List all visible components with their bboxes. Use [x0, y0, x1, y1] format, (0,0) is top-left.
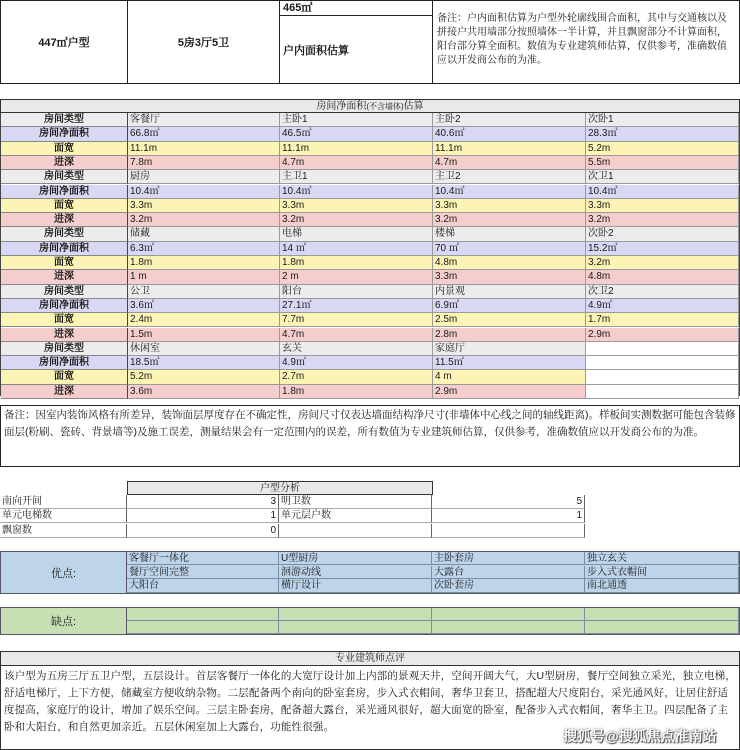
row-label-net-area: 房间净面积	[1, 356, 128, 370]
row-label-net-area: 房间净面积	[1, 127, 128, 141]
room-row-width	[1, 256, 740, 270]
row-label-net-area: 房间净面积	[1, 299, 128, 313]
pro-item: 南北通透	[585, 579, 739, 592]
row-label-depth: 进深	[1, 385, 128, 399]
row-label-room-type: 房间类型	[1, 113, 128, 127]
analysis-value: 1	[432, 509, 585, 523]
room-area-title-note: (不含墙体)	[366, 102, 404, 111]
analysis-label	[279, 524, 432, 538]
row-label-net-area: 房间净面积	[1, 242, 128, 256]
room-cell-room-type: 阳台	[280, 285, 433, 299]
room-cell-depth: 2.8m	[433, 328, 586, 342]
room-cell-depth: 4.8m	[586, 270, 739, 284]
room-cell-room-type: 家庭厅	[433, 342, 586, 356]
room-cell-width: 11.1m	[128, 142, 280, 156]
room-cell-room-type: 主卫2	[433, 170, 586, 184]
room-cell-net-area: 4.9㎡	[280, 356, 433, 370]
pros-label: 优点:	[1, 552, 127, 593]
pro-item: 大露台	[432, 566, 585, 579]
con-item-empty	[127, 608, 279, 621]
pro-item: 大阳台	[127, 579, 279, 592]
room-row-room-type	[1, 285, 740, 299]
room-cell-room-type: 内景观	[433, 285, 586, 299]
row-label-room-type: 房间类型	[1, 227, 128, 241]
room-cell-width: 3.3m	[586, 199, 739, 213]
room-cell-width: 4 m	[433, 370, 586, 384]
room-cell-net-area: 6.3㎡	[128, 242, 280, 256]
row-label-room-type: 房间类型	[1, 285, 128, 299]
room-cell-net-area: 28.3㎡	[586, 127, 739, 141]
room-cell-width: 3.2m	[586, 256, 739, 270]
con-item-empty	[585, 621, 739, 634]
room-cell-room-type: 储藏	[128, 227, 280, 241]
room-cell-depth: 1.8m	[280, 385, 433, 399]
empty-cell	[586, 356, 739, 370]
room-cell-width: 1.8m	[280, 256, 433, 270]
room-cell-room-type: 次卫2	[586, 285, 739, 299]
analysis-value	[432, 524, 585, 538]
room-cell-room-type: 主卧2	[433, 113, 586, 127]
room-cell-depth: 4.7m	[280, 328, 433, 342]
room-layout: 5房3厅5卫	[177, 37, 230, 49]
analysis-value: 0	[127, 524, 279, 538]
room-cell-width: 3.3m	[280, 199, 433, 213]
room-cell-width: 3.3m	[433, 199, 586, 213]
room-row-depth	[1, 328, 740, 342]
layout-analysis-table	[0, 495, 740, 538]
row-label-net-area: 房间净面积	[1, 185, 128, 199]
room-area-title-main: 房间净面积	[316, 101, 367, 112]
room-cell-width: 3.3m	[128, 199, 280, 213]
room-cell-room-type: 玄关	[280, 342, 433, 356]
room-cell-depth: 3.2m	[128, 213, 280, 227]
room-cell-net-area: 70 ㎡	[433, 242, 586, 256]
analysis-label: 南向开间	[0, 495, 127, 509]
row-label-width: 面宽	[1, 142, 128, 156]
room-row-width	[1, 199, 740, 213]
room-cell-room-type: 客餐厅	[128, 113, 280, 127]
room-cell-net-area: 46.5㎡	[280, 127, 433, 141]
pro-item: 次卧套房	[432, 579, 585, 592]
room-cell-net-area: 11.5㎡	[433, 356, 586, 370]
room-cell-width: 7.7m	[280, 313, 433, 327]
row-label-room-type: 房间类型	[1, 170, 128, 184]
unit-type: 447㎡户型	[38, 37, 90, 49]
room-cell-depth: 2.9m	[586, 328, 739, 342]
empty-cell	[586, 385, 739, 399]
pro-item: 客餐厅一体化	[127, 552, 279, 565]
room-area-table	[0, 113, 740, 396]
room-cell-room-type: 次卫1	[586, 170, 739, 184]
empty-cell	[586, 370, 739, 384]
con-item-empty	[279, 608, 432, 621]
empty-cell	[586, 342, 739, 356]
room-cell-room-type: 电梯	[280, 227, 433, 241]
analysis-label: 单元层户数	[279, 509, 432, 523]
room-cell-width: 11.1m	[280, 142, 433, 156]
room-cell-depth: 2 m	[280, 270, 433, 284]
row-label-depth: 进深	[1, 270, 128, 284]
interior-area-value: 465㎡	[283, 2, 313, 14]
room-cell-width: 2.4m	[128, 313, 280, 327]
room-cell-depth: 7.8m	[128, 156, 280, 170]
pro-item: 横厅设计	[279, 579, 432, 592]
area-estimate-note: 备注：户内面积估算为户型外轮廓线围合面积，其中与交通核以及拼接户共用墙部分按照墙体一半计算，并且飘窗部分不计算面积，阳台部分算全面积。数值为专业建筑师估算，仅供参考，准确数值应以开发商公布的为准。	[437, 13, 727, 66]
con-item-empty	[585, 608, 739, 621]
room-cell-depth: 2.9m	[433, 385, 586, 399]
cons-label: 缺点:	[1, 608, 127, 634]
room-cell-room-type: 休闲室	[128, 342, 280, 356]
con-item-empty	[279, 621, 432, 634]
pro-item: 餐厅空间完整	[127, 566, 279, 579]
con-item-empty	[432, 621, 585, 634]
room-row-net-area	[1, 242, 740, 256]
room-cell-depth: 4.7m	[280, 156, 433, 170]
analysis-label: 单元电梯数	[0, 509, 127, 523]
room-cell-net-area: 66.8㎡	[128, 127, 280, 141]
analysis-label: 飘窗数	[0, 524, 127, 538]
architect-comment-title: 专业建筑师点评	[0, 651, 740, 666]
room-cell-room-type: 主卫1	[280, 170, 433, 184]
row-label-width: 面宽	[1, 370, 128, 384]
room-cell-net-area: 10.4㎡	[586, 185, 739, 199]
room-area-title-suffix: 估算	[403, 101, 424, 112]
pros-grid	[127, 552, 739, 593]
pro-item: U型厨房	[279, 552, 432, 565]
room-cell-depth: 3.2m	[280, 213, 433, 227]
room-cell-width: 5.2m	[586, 142, 739, 156]
row-label-depth: 进深	[1, 156, 128, 170]
room-cell-net-area: 4.9㎡	[586, 299, 739, 313]
row-label-width: 面宽	[1, 313, 128, 327]
room-cell-room-type: 公卫	[128, 285, 280, 299]
room-cell-depth: 1.5m	[128, 328, 280, 342]
room-row-width	[1, 370, 740, 384]
room-row-room-type	[1, 170, 740, 184]
room-cell-depth: 4.7m	[433, 156, 586, 170]
room-cell-width: 1.8m	[128, 256, 280, 270]
interior-area-label: 户内面积估算	[283, 44, 349, 57]
room-cell-room-type: 次卧1	[586, 113, 739, 127]
room-cell-width: 11.1m	[433, 142, 586, 156]
room-cell-room-type: 次卧2	[586, 227, 739, 241]
pro-item: 步入式衣帽间	[585, 566, 739, 579]
room-cell-room-type: 楼梯	[433, 227, 586, 241]
analysis-label: 明卫数	[279, 495, 432, 509]
watermark-text: 搜狐号@搜狐焦点淮南站	[563, 728, 717, 744]
room-row-depth	[1, 385, 740, 399]
room-cell-net-area: 18.5㎡	[128, 356, 280, 370]
analysis-value: 3	[127, 495, 279, 509]
room-cell-net-area: 3.6㎡	[128, 299, 280, 313]
pro-item: 洄游动线	[279, 566, 432, 579]
room-dimension-note: 备注：因室内装饰风格有所差异，装饰面层厚度存在不确定性，房间尺寸仅表达墙面结构净尺寸(非墙体中心线之间的轴线距离)。样板间实测数据可能包含装修面层(粉刷、瓷砖、背景墙等)及施工误差，测量结果会有一定范围内的误差，所有数值为专业建筑师估算，仅供参考，准确数值应以开发商公布的为准。	[0, 405, 740, 467]
room-cell-net-area: 15.2㎡	[586, 242, 739, 256]
con-item-empty	[127, 621, 279, 634]
room-cell-depth: 5.5m	[586, 156, 739, 170]
con-item-empty	[432, 608, 585, 621]
room-row-net-area	[1, 299, 740, 313]
room-cell-width: 1.7m	[586, 313, 739, 327]
room-cell-net-area: 14 ㎡	[280, 242, 433, 256]
room-cell-net-area: 6.9㎡	[433, 299, 586, 313]
room-row-net-area	[1, 185, 740, 199]
room-cell-depth: 3.2m	[433, 213, 586, 227]
analysis-value: 5	[432, 495, 585, 509]
room-cell-depth: 1 m	[128, 270, 280, 284]
room-area-section-title	[0, 99, 740, 113]
room-row-width	[1, 142, 740, 156]
room-row-net-area	[1, 127, 740, 141]
room-cell-room-type: 主卧1	[280, 113, 433, 127]
room-cell-depth: 3.6m	[128, 385, 280, 399]
room-cell-width: 5.2m	[128, 370, 280, 384]
room-row-room-type	[1, 113, 740, 127]
layout-analysis-title: 户型分析	[127, 481, 433, 495]
room-cell-depth: 3.2m	[586, 213, 739, 227]
analysis-value: 1	[127, 509, 279, 523]
cons-grid	[127, 608, 739, 634]
room-cell-width: 2.7m	[280, 370, 433, 384]
room-cell-net-area: 10.4㎡	[433, 185, 586, 199]
room-row-net-area	[1, 356, 740, 370]
architect-comment-text: 该户型为五房三厅五卫户型，五层设计。首层客餐厅一体化的大宽厅设计加上内部的景观天井，空间开阔大气，大U型厨房，餐厅空间独立采光，独立电梯，舒适电梯厅，上下方便，储藏室方便收纳杂物。二层配备两个南向的卧室套房，步入式衣帽间，奢华卫套卫，搭配超大尺度阳台，采光通风好，让居住舒适度提高，家庭厅的设计，增加了娱乐空间。三层主卧套房，配备超大露台，采光通风很好，超大面宽的卧室，配备步入式衣帽间，奢华主卫。四层配备了主卧和大阳台，和自然更加亲近。五层休闲室加上大露台，功能性很强。	[0, 666, 740, 750]
row-label-depth: 进深	[1, 213, 128, 227]
room-cell-depth: 3.3m	[433, 270, 586, 284]
room-cell-net-area: 27.1㎡	[280, 299, 433, 313]
room-row-room-type	[1, 342, 740, 356]
room-row-depth	[1, 156, 740, 170]
room-row-room-type	[1, 227, 740, 241]
row-label-depth: 进深	[1, 328, 128, 342]
room-row-width	[1, 313, 740, 327]
room-cell-net-area: 10.4㎡	[280, 185, 433, 199]
room-cell-width: 2.5m	[433, 313, 586, 327]
pro-item: 主卧套房	[432, 552, 585, 565]
row-label-width: 面宽	[1, 256, 128, 270]
room-row-depth	[1, 270, 740, 284]
room-row-depth	[1, 213, 740, 227]
room-cell-width: 4.8m	[433, 256, 586, 270]
room-cell-net-area: 40.6㎡	[433, 127, 586, 141]
row-label-width: 面宽	[1, 199, 128, 213]
room-cell-net-area: 10.4㎡	[128, 185, 280, 199]
room-cell-room-type: 厨房	[128, 170, 280, 184]
pro-item: 独立玄关	[585, 552, 739, 565]
row-label-room-type: 房间类型	[1, 342, 128, 356]
